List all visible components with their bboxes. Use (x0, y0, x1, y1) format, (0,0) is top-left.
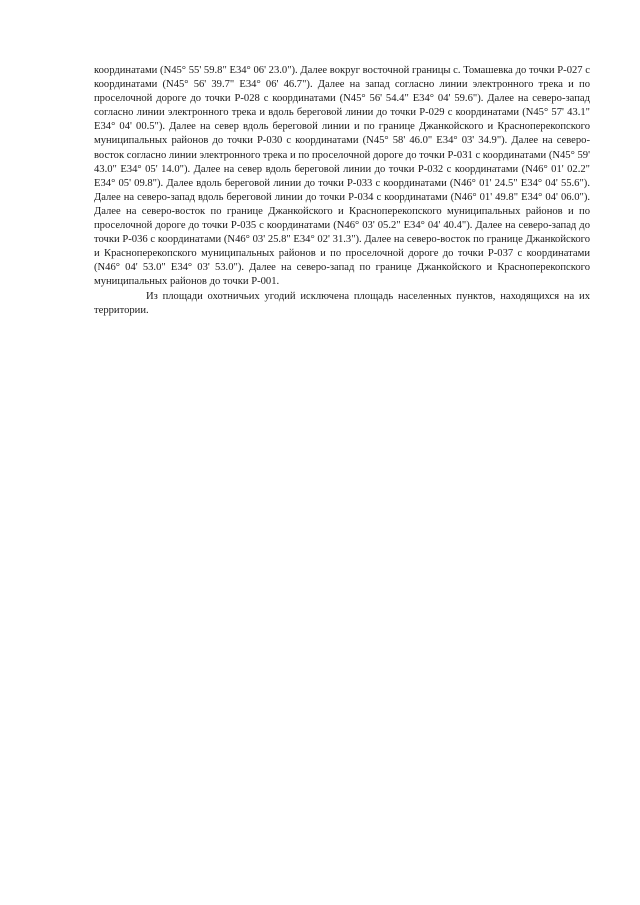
document-body (94, 64, 590, 318)
scan-margin-mark (618, 583, 620, 609)
boundary-description-paragraph: координатами (N45° 55' 59.8" E34° 06' 23.0"). Далее вокруг восточной границы с. Томашевка до точки Р-027 с координатами (N45° 56' 39.7" E34° 06' 46.7"). Далее на запад согласно линии электронного трека и по проселочной дороге до точки Р-028 с координатами (N45° 56' 54.4" E34° 04' 59.6"). Далее на северо-запад согласно линии электронного трека и вдоль береговой линии до точки Р-029 с координатами (N45° 57' 43.1" E34° 04' 00.5"). Далее на север вдоль береговой линии и по границе Джанкойского и Красноперекопского муниципальных районов до точки Р-030 с координатами (N45° 58' 46.0" E34° 03' 34.9"). Далее на северо-восток согласно линии электронного трека и по проселочной дороге до точки Р-031 с координатами (N45° 59' 43.0" E34° 05' 14.0"). Далее на север вдоль береговой линии до точки Р-032 с координатами (N46° 01' 02.2" E34° 05' 09.8"). Далее вдоль береговой линии до точки Р-033 с координатами (N46° 01' 24.5" E34° 04' 55.6"). Далее на северо-запад вдоль береговой линии до точки Р-034 с координатами (N46° 01' 49.8" E34° 04' 06.0"). Далее на северо-восток по границе Джанкойского и Красноперекопского муниципальных районов и по проселочной дороге до точки Р-035 с координатами (N46° 03' 05.2" E34° 04' 40.4"). Далее на северо-запад до точки Р-036 с координатами (N46° 03' 25.8" E34° 02' 31.3"). Далее на северо-восток по границе Джанкойского и Красноперекопского муниципальных районов и по проселочной дороге до точки Р-037 с координатами (N46° 04' 53.0" E34° 03' 53.0"). Далее на северо-запад по границе Джанкойского и Красноперекопского муниципальных районов до точки Р-001. (94, 65, 590, 288)
exclusion-note-paragraph: Из площади охотничьих угодий исключена площадь населенных пунктов, находящихся на их территории. (94, 290, 590, 316)
